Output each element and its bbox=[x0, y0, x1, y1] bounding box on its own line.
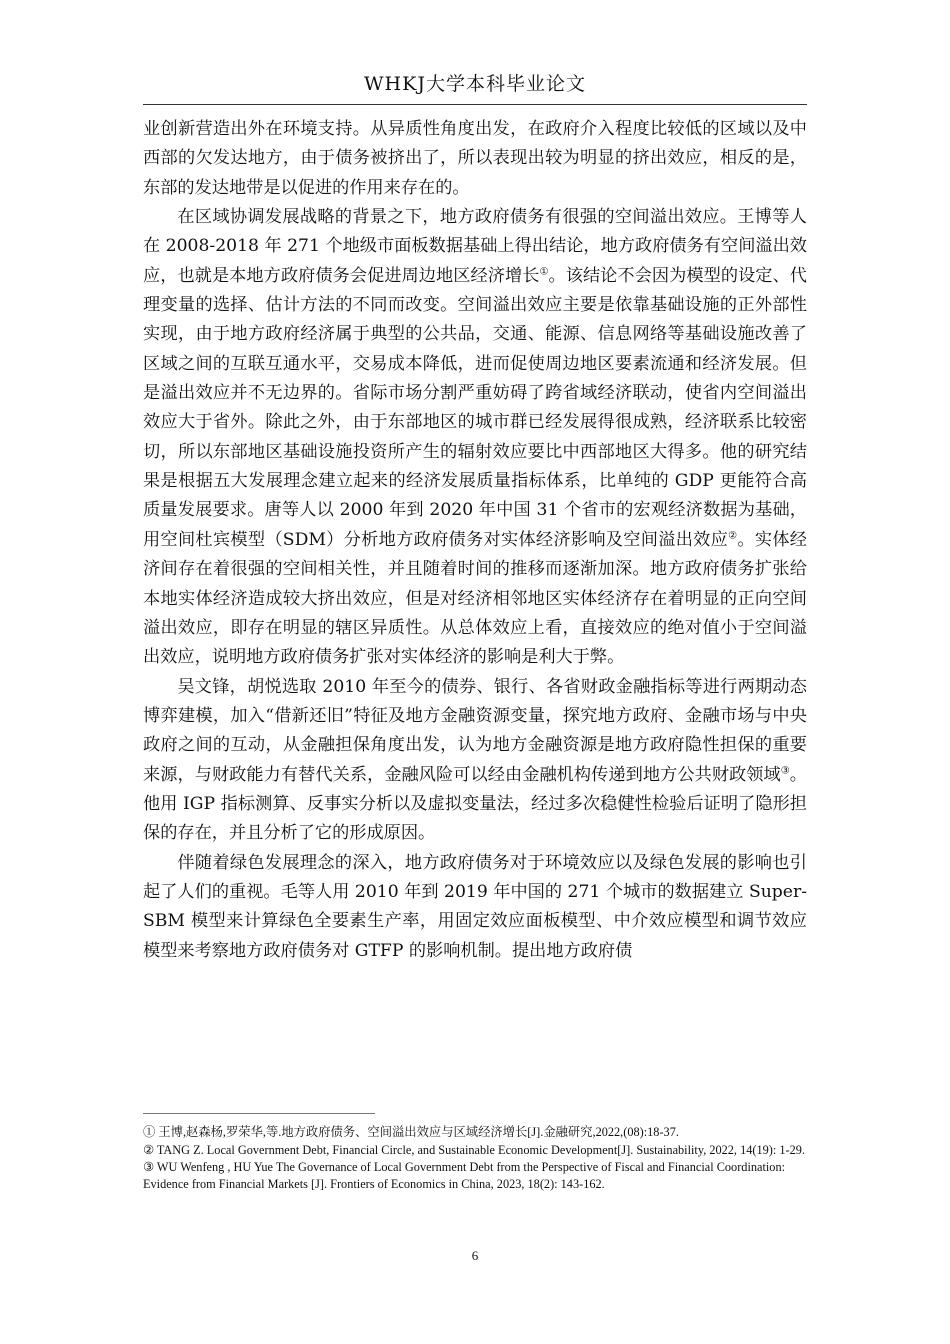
paragraph-2-part-c: 。实体经济间存在着很强的空间相关性，并且随着时间的推移而逐渐加深。地方政府债务扩张给本地实体经济造成较大挤出效应，但是对经济相邻地区实体经济存在着明显的正向空间溢出效应，即存在明显的辖区异质性。从总体效应上看，直接效应的绝对值小于空间溢出效应，说明地方政府债务扩张对实体经济的影响是利大于弊。 bbox=[143, 529, 807, 668]
paragraph-4: 伴随着绿色发展理念的深入，地方政府债务对于环境效应以及绿色发展的影响也引起了人们的重视。毛等人用 2010 年到 2019 年中国的 271 个城市的数据建立 Super-SBM 模型来计算绿色全要素生产率，用固定效应面板模型、中介效应模型和调节效应模型来考察地方政府债务对 GTFP 的影响机制。提出地方政府债 bbox=[143, 852, 807, 961]
footnote-divider bbox=[143, 1113, 375, 1114]
footnote-1: ① 王博,赵森杨,罗荣华,等.地方政府债务、空间溢出效应与区域经济增长[J].金融研究,2022,(08):18-37. bbox=[143, 1125, 679, 1139]
header-divider bbox=[143, 104, 807, 105]
footnotes bbox=[143, 1124, 815, 1193]
page-header-title: WHKJ大学本科毕业论文 bbox=[364, 73, 586, 95]
footnote-ref-1[interactable]: ① bbox=[539, 265, 549, 277]
paragraph-2-part-a: 在区域协调发展战略的背景之下，地方政府债务有很强的空间溢出效应。王博等人在 2008-2018 年 271 个地级市面板数据基础上得出结论，地方政府债务有空间溢出效应，也就是本地方政府债务会促进周边地区经济增长 bbox=[143, 207, 807, 286]
paragraph-3-part-b: 。他用 IGP 指标测算、反事实分析以及虚拟变量法，经过多次稳健性检验后证明了隐形担保的存在，并且分析了它的形成原因。 bbox=[143, 764, 807, 844]
paragraph-1: 业创新营造出外在环境支持。从异质性角度出发，在政府介入程度比较低的区域以及中西部的欠发达地方，由于债务被挤出了，所以表现出较为明显的挤出效应，相反的是，东部的发达地带是以促进的作用来存在的。 bbox=[143, 119, 807, 198]
footnote-ref-3[interactable]: ③ bbox=[780, 764, 790, 776]
footnote-ref-2[interactable]: ② bbox=[728, 530, 738, 542]
paragraph-3-part-a: 吴文锋，胡悦选取 2010 年至今的债券、银行、各省财政金融指标等进行两期动态博弈建模，加入“借新还旧”特征及地方金融资源变量，探究地方政府、金融市场与中央政府之间的互动，从金融担保角度出发，认为地方金融资源是地方政府隐性担保的重要来源，与财政能力有替代关系，金融风险可以经由金融机构传递到地方公共财政领域 bbox=[143, 676, 807, 785]
footnote-2: ② TANG Z. Local Government Debt, Financial Circle, and Sustainable Economic Development[J]. Sustainability, 2022, 14(19): 1-29. bbox=[143, 1142, 805, 1157]
paragraph-3 bbox=[143, 673, 807, 849]
page-number: 6 bbox=[471, 1248, 479, 1263]
footnote-3: ③ WU Wenfeng , HU Yue The Governance of Local Government Debt from the Perspective of Fiscal and Financial Coordination: Evidence from Financial Markets [J]. Frontiers of Economics in China, 2023, 18(2): 143-162. bbox=[143, 1160, 786, 1191]
paragraph-2 bbox=[143, 203, 807, 673]
paragraph-2-part-b: 。该结论不会因为模型的设定、代理变量的选择、估计方法的不同而改变。空间溢出效应主要是依靠基础设施的正外部性实现，由于地方政府经济属于典型的公共品，交通、能源、信息网络等基础设施改善了区域之间的互联互通水平，交易成本降低，进而促使周边地区要素流通和经济发展。但是溢出效应并不无边界的。省际市场分割严重妨碍了跨省域经济联动，使省内空间溢出效应大于省外。除此之外，由于东部地区的城市群已经发展得很成熟，经济联系比较密切，所以东部地区基础设施投资所产生的辐射效应要比中西部地区大得多。他的研究结果是根据五大发展理念建立起来的经济发展质量指标体系，比单纯的 GDP 更能符合高质量发展要求。唐等人以 2000 年到 2020 年中国 31 个省市的宏观经济数据为基础，用空间杜宾模型（SDM）分析地方政府债务对实体经济影响及空间溢出效应 bbox=[143, 265, 807, 550]
body-text bbox=[143, 115, 807, 966]
